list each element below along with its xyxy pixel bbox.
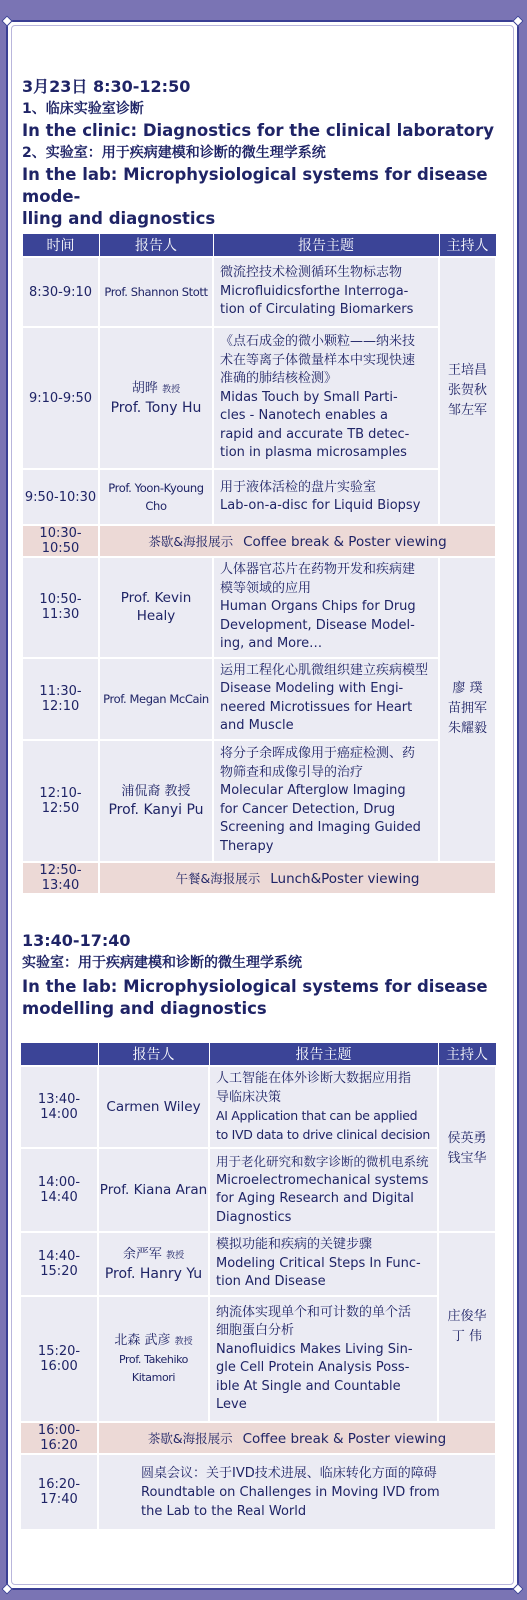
- row-time: 9:10-9:50: [22, 327, 99, 469]
- topic-line: Nanofluidics Makes Living Sin-: [216, 1341, 413, 1357]
- speaker-name-en: Prof. Kevin Healy: [120, 590, 192, 625]
- row-time: 15:20-16:00: [20, 1296, 98, 1422]
- session-topic-en: modelling and diagnostics: [22, 999, 267, 1018]
- row-speaker: [99, 557, 213, 658]
- row-time: 9:50-10:30: [22, 469, 99, 525]
- speaker-name-en: Prof. Megan McCain: [103, 691, 209, 706]
- topic-line: AI Application that can be applied: [216, 1108, 418, 1123]
- topic-line: 微流控技术检测循环生物标志物: [220, 265, 403, 281]
- table-row: [20, 1454, 496, 1530]
- topic-line: Disease Modeling with Engi-: [220, 681, 404, 696]
- host-name: 苗拥军: [447, 701, 487, 717]
- row-speaker: [98, 1296, 209, 1422]
- break-label-en: Coffee break & Poster viewing: [242, 1431, 447, 1447]
- table-row: [20, 1148, 496, 1232]
- topic-line: 细胞蛋白分析: [216, 1323, 295, 1338]
- host-name: 丁 伟: [451, 1329, 483, 1344]
- table-row: [22, 257, 496, 327]
- break-label-zh: 茶歇&海报展示: [148, 534, 234, 549]
- speaker-name-en: Prof. Takehiko Kitamori: [118, 1352, 189, 1384]
- break-row: [22, 525, 496, 557]
- topic-line: tion And Disease: [216, 1274, 326, 1290]
- topic-line: 运用工程化心肌微组织建立疾病模型: [220, 662, 429, 678]
- header-topic: 报告主题: [213, 234, 439, 258]
- header-time: 时间: [22, 234, 99, 258]
- row-speaker: [99, 658, 213, 740]
- row-time: 11:30-12:10: [22, 658, 99, 740]
- topic-line: 模等领域的应用: [220, 580, 312, 596]
- topic-line: Roundtable on Challenges in Moving IVD from: [141, 1484, 440, 1500]
- morning-schedule-table: [21, 233, 497, 895]
- row-topic: [209, 1296, 438, 1422]
- header-host: 主持人: [439, 234, 496, 258]
- table-row: [22, 327, 496, 469]
- table-row: [22, 740, 496, 862]
- table-header-row: [20, 1043, 496, 1067]
- topic-line: Microfluidicsforthe Interroga-: [220, 283, 409, 299]
- header-speaker: 报告人: [99, 234, 213, 258]
- row-host: [439, 557, 496, 862]
- row-topic: [213, 740, 439, 862]
- break-text: [98, 1422, 496, 1454]
- host-name: 钱宝华: [447, 1151, 487, 1166]
- topic-line: 《点石成金的微小颗粒——纳米技: [220, 334, 416, 350]
- break-text: [99, 525, 496, 557]
- break-row: [22, 862, 496, 894]
- row-topic: [209, 1066, 438, 1148]
- table-row: [20, 1232, 496, 1296]
- table-row: [22, 469, 496, 525]
- speaker-zh: 胡晔: [131, 380, 158, 396]
- morning-section-header: [22, 76, 509, 230]
- row-topic: [213, 557, 439, 658]
- afternoon-schedule-table: [19, 1042, 497, 1531]
- row-time: 8:30-9:10: [22, 257, 99, 327]
- topic-line: to IVD data to drive clinical decision: [216, 1126, 430, 1142]
- break-label-zh: 午餐&海报展示: [175, 870, 261, 886]
- row-speaker: [98, 1232, 209, 1296]
- topic-line: 导临床决策: [216, 1089, 282, 1105]
- speaker-zh: 余严军: [122, 1246, 162, 1262]
- topic-line: 圆桌会议：关于IVD技术进展、临床转化方面的障碍: [141, 1465, 437, 1481]
- topic-line: rapid and accurate TB detec-: [220, 426, 410, 442]
- break-row: [20, 1422, 496, 1454]
- break-label-en: Coffee break & Poster viewing: [243, 534, 447, 550]
- topic-line: Development, Disease Model-: [220, 617, 415, 633]
- session-topic-zh: 1、临床实验室诊断: [22, 101, 144, 117]
- session-topic-en: In the lab: Microphysiological systems for disease: [22, 977, 488, 996]
- row-speaker: [99, 740, 213, 862]
- topic-line: 物筛查和成像引导的治疗: [220, 764, 364, 780]
- host-name: 邹左军: [447, 403, 487, 418]
- session-time: 13:40-17:40: [22, 931, 131, 950]
- session-topic-zh: 2、实验室：用于疾病建模和诊断的微生理学系统: [22, 145, 326, 161]
- row-host: [438, 1232, 496, 1422]
- topic-line: 用于老化研究和数字诊断的微机电系统: [216, 1154, 429, 1169]
- speaker-title-tag: 教授: [166, 1250, 185, 1261]
- topic-line: Screening and Imaging Guided: [220, 820, 421, 835]
- topic-line: cles - Nanotech enables a: [220, 408, 388, 424]
- session-topic-zh: 实验室：用于疾病建模和诊断的微生理学系统: [22, 955, 302, 971]
- topic-line: ible At Single and Countable Leve: [216, 1378, 401, 1412]
- host-name: 庄俊华: [447, 1309, 487, 1324]
- topic-line: 用于液体活检的盘片实验室: [220, 479, 377, 495]
- header-topic: 报告主题: [209, 1043, 438, 1067]
- row-time: 16:20-17:40: [20, 1454, 98, 1530]
- break-time: 16:00-16:20: [20, 1422, 98, 1454]
- row-time: 14:40-15:20: [20, 1232, 98, 1296]
- speaker-name-en: Prof. Tony Hu: [110, 399, 202, 416]
- header-speaker: 报告人: [98, 1043, 209, 1067]
- row-speaker: [98, 1148, 209, 1232]
- speaker-name-zh: 浦侃裔 教授: [121, 783, 191, 799]
- row-speaker: [99, 469, 213, 525]
- speaker-name-en: Prof. Hanry Yu: [104, 1265, 203, 1282]
- session-topic-en: In the lab: Microphysiological systems for disease mode-: [22, 165, 488, 206]
- row-topic: [213, 658, 439, 740]
- header-time: [20, 1043, 98, 1067]
- row-speaker: [99, 327, 213, 469]
- topic-line: for Aging Research and Digital: [216, 1191, 414, 1206]
- topic-line: 准确的肺结核检测》: [220, 371, 338, 387]
- topic-line: tion of Circulating Biomarkers: [220, 302, 414, 318]
- table-header-row: [22, 234, 496, 258]
- topic-line: 人工智能在体外诊断大数据应用指: [216, 1071, 412, 1086]
- host-name: 侯英勇: [447, 1131, 487, 1146]
- row-topic: [213, 469, 439, 525]
- topic-line: Microelectromechanical systems: [216, 1172, 429, 1188]
- speaker-name-en: Prof. Yoon-Kyoung Cho: [108, 481, 204, 513]
- speaker-title-tag: 教授: [174, 1336, 193, 1347]
- table-row: [22, 658, 496, 740]
- session-topic-en: In the clinic: Diagnostics for the clinical laboratory: [22, 121, 495, 140]
- row-host: [439, 257, 496, 525]
- topic-line: and Muscle: [220, 718, 294, 733]
- topic-line: 模拟功能和疾病的关键步骤: [216, 1237, 373, 1253]
- row-time: 12:10-12:50: [22, 740, 99, 862]
- roundtable-topic: [98, 1454, 496, 1530]
- topic-line: 纳流体实现单个和可计数的单个活: [216, 1304, 412, 1320]
- topic-line: tion in plasma microsamples: [220, 445, 407, 461]
- topic-line: ing, and More…: [220, 636, 323, 651]
- topic-line: for Cancer Detection, Drug: [220, 801, 396, 817]
- topic-line: Human Organs Chips for Drug: [220, 599, 416, 614]
- row-topic: [213, 257, 439, 327]
- speaker-name-en: Prof. Kiana Aran: [99, 1182, 208, 1198]
- speaker-name-zh: [99, 1332, 208, 1351]
- speaker-title-tag: 教授: [162, 384, 181, 395]
- host-name: 廖 璞: [452, 681, 483, 697]
- speaker-name-en: Prof. Shannon Stott: [104, 285, 208, 299]
- topic-line: the Lab to the Real World: [141, 1503, 307, 1519]
- row-speaker: [99, 257, 213, 327]
- topic-line: Midas Touch by Small Parti-: [220, 389, 398, 405]
- break-time: 10:30-10:50: [22, 525, 99, 557]
- speaker-name-zh: [100, 380, 212, 399]
- topic-line: 人体器官芯片在药物开发和疾病建: [220, 562, 416, 577]
- table-row: [20, 1066, 496, 1148]
- topic-line: Molecular Afterglow Imaging: [220, 783, 406, 798]
- topic-line: Modeling Critical Steps In Func-: [216, 1255, 421, 1271]
- topic-line: 将分子余晖成像用于癌症检测、药: [220, 746, 416, 761]
- host-name: 王培昌: [447, 363, 487, 378]
- row-topic: [213, 327, 439, 469]
- row-topic: [209, 1148, 438, 1232]
- table-row: [22, 557, 496, 658]
- row-topic: [209, 1232, 438, 1296]
- topic-line: Diagnostics: [216, 1209, 292, 1225]
- session-time: 3月23日 8:30-12:50: [22, 77, 191, 96]
- header-host: 主持人: [438, 1043, 496, 1067]
- speaker-zh: 北森 武彦: [114, 1332, 171, 1348]
- topic-line: Therapy: [220, 838, 274, 854]
- speaker-name-zh: [99, 1246, 208, 1265]
- break-label-en: Lunch&Poster viewing: [270, 870, 420, 887]
- host-name: 张贺秋: [447, 383, 487, 398]
- speaker-name-en: Carmen Wiley: [106, 1099, 201, 1115]
- topic-line: neered Microtissues for Heart: [220, 699, 413, 715]
- row-time: 13:40-14:00: [20, 1066, 98, 1148]
- table-row: [20, 1296, 496, 1422]
- row-host: [438, 1066, 496, 1232]
- host-name: 朱耀毅: [447, 721, 487, 737]
- row-time: 14:00-14:40: [20, 1148, 98, 1232]
- row-speaker: [98, 1066, 209, 1148]
- break-time: 12:50-13:40: [22, 862, 99, 894]
- session-topic-en: lling and diagnostics: [22, 209, 216, 228]
- topic-line: Lab-on-a-disc for Liquid Biopsy: [220, 498, 421, 513]
- speaker-name-en: Prof. Kanyi Pu: [108, 801, 204, 818]
- topic-line: gle Cell Protein Analysis Poss-: [216, 1360, 410, 1375]
- topic-line: 术在等离子体微量样本中实现快速: [220, 352, 416, 368]
- row-time: 10:50-11:30: [22, 557, 99, 658]
- break-text: [99, 862, 496, 894]
- break-label-zh: 茶歇&海报展示: [147, 1431, 233, 1446]
- afternoon-section-header: [22, 930, 509, 1020]
